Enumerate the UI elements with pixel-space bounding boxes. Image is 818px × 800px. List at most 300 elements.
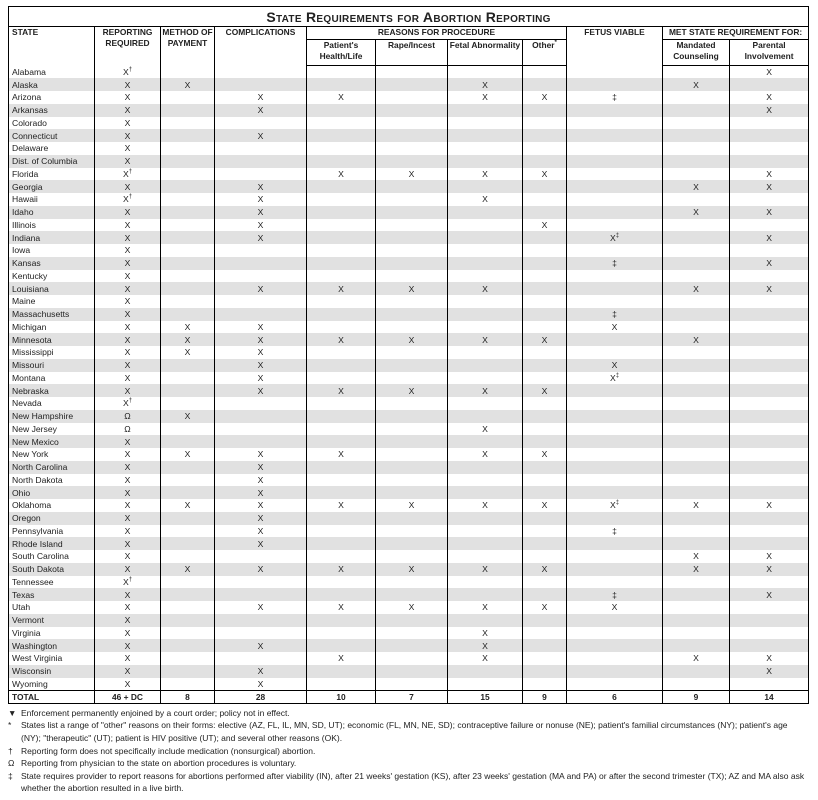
cell-complications	[215, 66, 307, 79]
total-mandated-counseling: 9	[663, 690, 730, 703]
cell-other-reason: X	[523, 499, 567, 512]
cell-mandated-counseling	[663, 448, 730, 461]
cell-reporting-required: X	[95, 91, 161, 104]
cell-method-of-payment	[161, 282, 215, 295]
cell-other-reason	[523, 576, 567, 589]
cell-complications	[215, 410, 307, 423]
table-row	[9, 410, 809, 423]
cell-reporting-required: X	[95, 384, 161, 397]
cell-method-of-payment	[161, 614, 215, 627]
cell-method-of-payment	[161, 601, 215, 614]
cell-patients-health	[307, 129, 376, 142]
cell-parental-involvement: X	[730, 168, 809, 181]
cell-fetus-viable	[567, 244, 663, 257]
cell-fetus-viable: X‡	[567, 372, 663, 385]
cell-state: Georgia	[9, 180, 95, 193]
cell-method-of-payment	[161, 474, 215, 487]
cell-other-reason	[523, 397, 567, 410]
cell-parental-involvement	[730, 270, 809, 283]
cell-reporting-required: X	[95, 499, 161, 512]
cell-patients-health: X	[307, 168, 376, 181]
cell-other-reason	[523, 474, 567, 487]
cell-complications: X	[215, 91, 307, 104]
cell-rape-incest	[376, 142, 448, 155]
cell-reporting-required: X	[95, 244, 161, 257]
cell-complications: X	[215, 206, 307, 219]
cell-other-reason	[523, 486, 567, 499]
cell-rape-incest	[376, 410, 448, 423]
cell-patients-health	[307, 639, 376, 652]
cell-reporting-required: X	[95, 627, 161, 640]
cell-other-reason	[523, 588, 567, 601]
cell-state: Arkansas	[9, 104, 95, 117]
cell-other-reason	[523, 537, 567, 550]
header-met-state-requirement: MET STATE REQUIREMENT FOR:	[663, 27, 809, 40]
cell-mandated-counseling	[663, 359, 730, 372]
cell-mandated-counseling	[663, 270, 730, 283]
cell-patients-health: X	[307, 601, 376, 614]
cell-complications	[215, 435, 307, 448]
cell-method-of-payment	[161, 550, 215, 563]
cell-method-of-payment: X	[161, 321, 215, 334]
cell-complications: X	[215, 104, 307, 117]
cell-patients-health	[307, 270, 376, 283]
cell-parental-involvement: X	[730, 550, 809, 563]
cell-complications: X	[215, 282, 307, 295]
cell-method-of-payment	[161, 117, 215, 130]
footnote-symbol: ▼	[8, 707, 17, 718]
cell-state: West Virginia	[9, 652, 95, 665]
footnote-symbol: *	[8, 720, 12, 731]
cell-other-reason	[523, 180, 567, 193]
cell-reporting-required: X	[95, 206, 161, 219]
cell-method-of-payment	[161, 588, 215, 601]
footnote	[8, 757, 808, 770]
cell-parental-involvement	[730, 308, 809, 321]
cell-other-reason: X	[523, 168, 567, 181]
cell-method-of-payment: X	[161, 448, 215, 461]
cell-method-of-payment: X	[161, 333, 215, 346]
total-other-reason: 9	[523, 690, 567, 703]
cell-mandated-counseling	[663, 461, 730, 474]
cell-fetus-viable	[567, 486, 663, 499]
cell-fetus-viable: ‡	[567, 308, 663, 321]
cell-complications	[215, 423, 307, 436]
cell-state: Alabama	[9, 66, 95, 79]
cell-method-of-payment	[161, 129, 215, 142]
cell-fetus-viable	[567, 678, 663, 691]
cell-method-of-payment	[161, 231, 215, 244]
cell-patients-health	[307, 244, 376, 257]
cell-fetal-abnormality	[448, 588, 523, 601]
cell-state: Kentucky	[9, 270, 95, 283]
cell-parental-involvement	[730, 333, 809, 346]
cell-fetus-viable: X	[567, 359, 663, 372]
cell-fetus-viable	[567, 142, 663, 155]
requirements-table	[8, 6, 809, 704]
cell-complications	[215, 550, 307, 563]
cell-fetus-viable	[567, 461, 663, 474]
footnote	[8, 745, 808, 758]
cell-fetal-abnormality	[448, 295, 523, 308]
cell-state: Oregon	[9, 512, 95, 525]
cell-reporting-required: X	[95, 129, 161, 142]
cell-parental-involvement	[730, 410, 809, 423]
cell-fetal-abnormality: X	[448, 193, 523, 206]
table-row	[9, 678, 809, 691]
cell-parental-involvement	[730, 372, 809, 385]
table-row	[9, 652, 809, 665]
cell-mandated-counseling	[663, 295, 730, 308]
cell-fetus-viable	[567, 410, 663, 423]
cell-fetus-viable	[567, 66, 663, 79]
cell-mandated-counseling: X	[663, 652, 730, 665]
cell-fetal-abnormality	[448, 525, 523, 538]
cell-other-reason	[523, 282, 567, 295]
header-method-of-payment: METHOD OF PAYMENT	[161, 27, 215, 66]
header-parental-involvement: Parental Involvement	[730, 40, 809, 66]
cell-patients-health	[307, 180, 376, 193]
cell-fetal-abnormality	[448, 155, 523, 168]
cell-other-reason	[523, 104, 567, 117]
cell-rape-incest	[376, 537, 448, 550]
table-row	[9, 474, 809, 487]
cell-method-of-payment: X	[161, 563, 215, 576]
cell-mandated-counseling	[663, 576, 730, 589]
cell-rape-incest	[376, 397, 448, 410]
cell-patients-health: X	[307, 563, 376, 576]
cell-fetus-viable	[567, 180, 663, 193]
cell-reporting-required: X	[95, 601, 161, 614]
cell-method-of-payment	[161, 295, 215, 308]
cell-complications: X	[215, 499, 307, 512]
cell-state: Washington	[9, 639, 95, 652]
cell-state: Michigan	[9, 321, 95, 334]
cell-other-reason	[523, 652, 567, 665]
total-rape-incest: 7	[376, 690, 448, 703]
cell-complications	[215, 78, 307, 91]
cell-method-of-payment	[161, 576, 215, 589]
cell-other-reason	[523, 66, 567, 79]
table-row	[9, 155, 809, 168]
cell-patients-health	[307, 525, 376, 538]
cell-parental-involvement: X	[730, 588, 809, 601]
cell-rape-incest	[376, 461, 448, 474]
table-row	[9, 346, 809, 359]
table-row	[9, 91, 809, 104]
table-row	[9, 588, 809, 601]
cell-fetal-abnormality: X	[448, 448, 523, 461]
cell-mandated-counseling	[663, 104, 730, 117]
cell-other-reason	[523, 206, 567, 219]
cell-method-of-payment	[161, 193, 215, 206]
cell-patients-health	[307, 410, 376, 423]
footnote	[8, 707, 808, 720]
cell-patients-health: X	[307, 384, 376, 397]
cell-fetus-viable	[567, 155, 663, 168]
header-complications: COMPLICATIONS	[215, 27, 307, 66]
cell-parental-involvement	[730, 423, 809, 436]
cell-complications: X	[215, 193, 307, 206]
cell-reporting-required: X	[95, 537, 161, 550]
cell-reporting-required: X	[95, 282, 161, 295]
table-row	[9, 244, 809, 257]
cell-reporting-required: X	[95, 614, 161, 627]
cell-method-of-payment	[161, 244, 215, 257]
cell-rape-incest	[376, 588, 448, 601]
cell-fetus-viable: X‡	[567, 231, 663, 244]
cell-patients-health	[307, 78, 376, 91]
cell-patients-health	[307, 423, 376, 436]
cell-other-reason	[523, 244, 567, 257]
cell-rape-incest	[376, 206, 448, 219]
cell-state: Florida	[9, 168, 95, 181]
cell-fetus-viable	[567, 423, 663, 436]
table-row	[9, 397, 809, 410]
cell-complications	[215, 270, 307, 283]
cell-fetal-abnormality	[448, 104, 523, 117]
cell-other-reason	[523, 512, 567, 525]
cell-mandated-counseling	[663, 397, 730, 410]
cell-complications	[215, 652, 307, 665]
cell-other-reason	[523, 665, 567, 678]
cell-parental-involvement	[730, 397, 809, 410]
cell-state: Dist. of Columbia	[9, 155, 95, 168]
cell-reporting-required: X	[95, 359, 161, 372]
cell-patients-health: X	[307, 333, 376, 346]
cell-other-reason	[523, 614, 567, 627]
cell-complications	[215, 142, 307, 155]
cell-reporting-required: X	[95, 346, 161, 359]
total-complications: 28	[215, 690, 307, 703]
total-fetus-viable: 6	[567, 690, 663, 703]
cell-method-of-payment	[161, 384, 215, 397]
cell-parental-involvement	[730, 525, 809, 538]
cell-mandated-counseling	[663, 193, 730, 206]
cell-other-reason	[523, 270, 567, 283]
cell-parental-involvement	[730, 321, 809, 334]
footnote-symbol: Ω	[8, 758, 15, 769]
cell-patients-health	[307, 372, 376, 385]
cell-rape-incest	[376, 244, 448, 257]
cell-mandated-counseling	[663, 423, 730, 436]
header-rape-incest: Rape/Incest	[376, 40, 448, 66]
total-method-of-payment: 8	[161, 690, 215, 703]
cell-rape-incest	[376, 550, 448, 563]
cell-parental-involvement	[730, 155, 809, 168]
header-fetus-viable: FETUS VIABLE	[567, 27, 663, 66]
cell-patients-health	[307, 627, 376, 640]
cell-method-of-payment	[161, 372, 215, 385]
cell-method-of-payment	[161, 537, 215, 550]
table-row	[9, 142, 809, 155]
cell-patients-health: X	[307, 91, 376, 104]
cell-patients-health	[307, 435, 376, 448]
footnote-text: Enforcement permanently enjoined by a court order; policy not in effect.	[21, 707, 290, 718]
cell-mandated-counseling	[663, 308, 730, 321]
cell-complications: X	[215, 678, 307, 691]
total-parental-involvement: 14	[730, 690, 809, 703]
cell-other-reason	[523, 461, 567, 474]
cell-reporting-required: X	[95, 308, 161, 321]
cell-state: Wyoming	[9, 678, 95, 691]
table-row	[9, 627, 809, 640]
cell-state: Colorado	[9, 117, 95, 130]
cell-patients-health	[307, 321, 376, 334]
cell-parental-involvement: X	[730, 652, 809, 665]
cell-parental-involvement: X	[730, 231, 809, 244]
cell-patients-health	[307, 193, 376, 206]
cell-fetal-abnormality	[448, 359, 523, 372]
cell-reporting-required: X	[95, 321, 161, 334]
cell-mandated-counseling	[663, 384, 730, 397]
cell-mandated-counseling	[663, 244, 730, 257]
cell-parental-involvement: X	[730, 91, 809, 104]
cell-reporting-required: X	[95, 231, 161, 244]
cell-rape-incest	[376, 474, 448, 487]
table-row	[9, 639, 809, 652]
cell-mandated-counseling	[663, 474, 730, 487]
cell-other-reason	[523, 142, 567, 155]
cell-patients-health	[307, 346, 376, 359]
cell-mandated-counseling	[663, 231, 730, 244]
cell-reporting-required: X	[95, 142, 161, 155]
cell-reporting-required: X	[95, 678, 161, 691]
table-row	[9, 168, 809, 181]
cell-parental-involvement	[730, 601, 809, 614]
cell-patients-health	[307, 614, 376, 627]
cell-method-of-payment	[161, 397, 215, 410]
cell-fetal-abnormality	[448, 180, 523, 193]
cell-reporting-required: X	[95, 639, 161, 652]
cell-state: Alaska	[9, 78, 95, 91]
cell-complications	[215, 614, 307, 627]
cell-complications	[215, 117, 307, 130]
header-patients-health: Patient's Health/Life	[307, 40, 376, 66]
cell-fetal-abnormality	[448, 486, 523, 499]
cell-patients-health: X	[307, 652, 376, 665]
cell-fetal-abnormality: X	[448, 78, 523, 91]
footnote-text: Reporting from physician to the state on abortion procedures is voluntary.	[21, 758, 297, 769]
cell-mandated-counseling	[663, 588, 730, 601]
header-other: Other*	[523, 40, 567, 66]
cell-complications	[215, 627, 307, 640]
cell-fetus-viable	[567, 219, 663, 232]
cell-rape-incest: X	[376, 333, 448, 346]
cell-patients-health	[307, 257, 376, 270]
cell-mandated-counseling	[663, 627, 730, 640]
cell-fetal-abnormality	[448, 129, 523, 142]
cell-rape-incest	[376, 231, 448, 244]
cell-complications: X	[215, 639, 307, 652]
cell-reporting-required: X	[95, 257, 161, 270]
cell-fetus-viable	[567, 537, 663, 550]
table-row	[9, 537, 809, 550]
cell-other-reason	[523, 627, 567, 640]
cell-parental-involvement: X	[730, 180, 809, 193]
cell-reporting-required: X†	[95, 193, 161, 206]
report-document	[8, 6, 808, 795]
cell-fetus-viable	[567, 168, 663, 181]
cell-other-reason	[523, 308, 567, 321]
cell-patients-health	[307, 155, 376, 168]
cell-reporting-required: X	[95, 461, 161, 474]
cell-parental-involvement: X	[730, 665, 809, 678]
cell-fetus-viable	[567, 576, 663, 589]
table-row	[9, 448, 809, 461]
table-row	[9, 78, 809, 91]
total-reporting-required: 46 + DC	[95, 690, 161, 703]
cell-parental-involvement	[730, 486, 809, 499]
cell-rape-incest	[376, 270, 448, 283]
cell-complications: X	[215, 372, 307, 385]
cell-fetal-abnormality	[448, 410, 523, 423]
cell-fetus-viable	[567, 129, 663, 142]
cell-patients-health	[307, 537, 376, 550]
cell-mandated-counseling	[663, 91, 730, 104]
total-state: TOTAL	[9, 690, 95, 703]
cell-mandated-counseling	[663, 66, 730, 79]
cell-other-reason	[523, 678, 567, 691]
cell-mandated-counseling	[663, 678, 730, 691]
table-row	[9, 486, 809, 499]
cell-parental-involvement: X	[730, 563, 809, 576]
cell-parental-involvement	[730, 78, 809, 91]
cell-complications: X	[215, 231, 307, 244]
table-row	[9, 129, 809, 142]
cell-complications	[215, 588, 307, 601]
cell-mandated-counseling	[663, 435, 730, 448]
table-row	[9, 104, 809, 117]
cell-reporting-required: X	[95, 117, 161, 130]
cell-other-reason: X	[523, 563, 567, 576]
cell-mandated-counseling	[663, 372, 730, 385]
cell-method-of-payment	[161, 142, 215, 155]
cell-parental-involvement	[730, 129, 809, 142]
cell-fetal-abnormality	[448, 219, 523, 232]
cell-fetal-abnormality	[448, 550, 523, 563]
total-patients-health: 10	[307, 690, 376, 703]
cell-fetal-abnormality	[448, 117, 523, 130]
table-row	[9, 333, 809, 346]
cell-mandated-counseling	[663, 537, 730, 550]
cell-other-reason	[523, 346, 567, 359]
cell-fetal-abnormality: X	[448, 563, 523, 576]
cell-rape-incest	[376, 308, 448, 321]
cell-complications: X	[215, 346, 307, 359]
cell-fetus-viable	[567, 270, 663, 283]
cell-reporting-required: X†	[95, 397, 161, 410]
cell-reporting-required: X	[95, 486, 161, 499]
cell-complications: X	[215, 384, 307, 397]
cell-rape-incest	[376, 257, 448, 270]
cell-patients-health	[307, 588, 376, 601]
cell-other-reason	[523, 78, 567, 91]
cell-other-reason	[523, 117, 567, 130]
cell-state: New Jersey	[9, 423, 95, 436]
cell-rape-incest	[376, 180, 448, 193]
table-row	[9, 665, 809, 678]
footnote-text: State requires provider to report reasons for abortions performed after viability (IN), after 21 weeks' gestation (KS), after 23 weeks' gestation (MA and PA) or after the second trimester (TX); AZ and MA also ask whether the abortion resulted in a live birth.	[21, 770, 805, 794]
cell-state: Oklahoma	[9, 499, 95, 512]
cell-patients-health: X	[307, 448, 376, 461]
cell-fetus-viable	[567, 550, 663, 563]
cell-method-of-payment	[161, 678, 215, 691]
cell-other-reason: X	[523, 601, 567, 614]
cell-reporting-required: X	[95, 78, 161, 91]
cell-complications: X	[215, 474, 307, 487]
cell-patients-health	[307, 231, 376, 244]
